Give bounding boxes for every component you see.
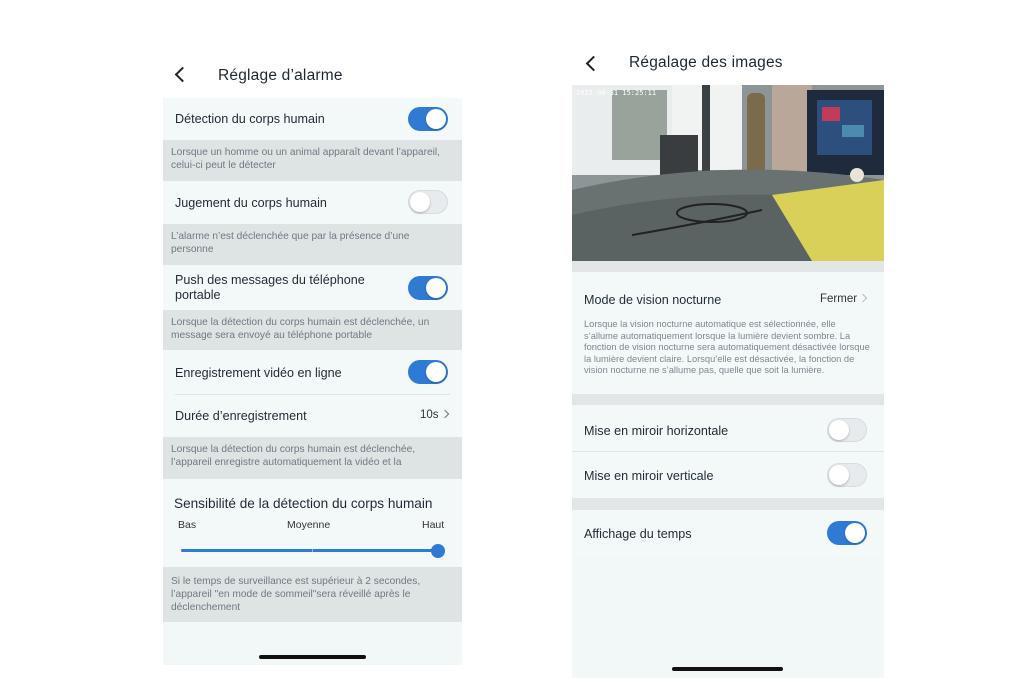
sensitivity-slider[interactable] (181, 544, 445, 558)
sensitivity-title: Sensibilité de la détection du corps humain (174, 496, 433, 511)
human-judgment-description-text: L’alarme n’est déclenchée que par la présence d’une personne (171, 231, 410, 255)
human-detection-label: Détection du corps humain (175, 112, 325, 126)
human-judgment-toggle[interactable] (408, 190, 448, 214)
section-separator (572, 498, 884, 510)
human-detection-description-text: Lorsque un homme ou un animal apparaît devant l’appareil, celui-ci peut le détecter (171, 147, 441, 171)
recording-duration-value[interactable] (420, 409, 448, 421)
sensitivity-low-label: Bas (178, 519, 197, 531)
camera-preview[interactable] (572, 85, 884, 261)
online-recording-label: Enregistrement vidéo en ligne (175, 366, 342, 380)
toggle-knob (829, 465, 849, 485)
time-display-row (572, 510, 884, 556)
toggle-knob (410, 192, 430, 212)
recording-duration-row[interactable] (163, 395, 462, 437)
toggle-knob (845, 523, 865, 543)
push-messages-description-text: Lorsque la détection du corps humain est déclenchée, un message sera envoyé au téléphone portable (171, 317, 430, 341)
toggle-knob (426, 362, 446, 382)
push-messages-description (163, 310, 462, 350)
camera-timestamp: 2022-08-31 15:25:11 (576, 89, 657, 97)
sensitivity-tick-mid (312, 549, 313, 552)
sensitivity-slider-handle[interactable] (431, 544, 445, 558)
online-recording-row (163, 350, 462, 394)
push-messages-row (163, 265, 462, 310)
night-vision-value[interactable] (820, 293, 866, 305)
human-detection-row (163, 98, 462, 140)
mirror-horizontal-toggle[interactable] (827, 418, 867, 442)
mirror-vertical-toggle[interactable] (827, 463, 867, 487)
mirror-vertical-label: Mise en miroir verticale (584, 469, 714, 483)
night-vision-description (572, 312, 884, 394)
back-chevron-icon[interactable] (175, 67, 191, 83)
push-messages-toggle[interactable] (408, 276, 448, 300)
page-title: Réglage d’alarme (218, 67, 343, 84)
alarm-settings-screen (163, 48, 462, 665)
online-recording-toggle[interactable] (408, 360, 448, 384)
camera-preview-image (572, 85, 884, 261)
toggle-knob (426, 109, 446, 129)
sleep-mode-note-text: Si le temps de surveillance est supérieur à 2 secondes, l’appareil "en mode de sommeil"sera réveillé après le déclenchement (171, 576, 421, 613)
section-separator (572, 394, 884, 405)
chevron-right-icon (440, 410, 448, 418)
night-vision-description-text: Lorsque la vision nocturne automatique est sélectionnée, elle s’allume automatiquement lorsque la lumière devient sombre. La fonction de vision nocturne sera automatiquement désactivée lorsque la lumière devient claire. Lorsqu’elle est désactivée, la fonction de vision nocturne ne s’allume pas, quelle que soit la lumière. (584, 319, 870, 376)
sensitivity-high-label: Haut (422, 519, 445, 531)
human-detection-toggle[interactable] (408, 107, 448, 131)
time-display-label: Affichage du temps (584, 527, 692, 541)
sensitivity-section (163, 479, 462, 567)
human-judgment-label: Jugement du corps humain (175, 196, 327, 210)
night-vision-label: Mode de vision nocturne (584, 293, 722, 307)
home-indicator[interactable] (672, 667, 783, 671)
toggle-knob (426, 278, 446, 298)
home-indicator[interactable] (259, 655, 366, 659)
human-judgment-row (163, 181, 462, 224)
alarm-navbar (163, 48, 462, 98)
sensitivity-slider-fill (181, 549, 438, 552)
recording-duration-label: Durée d’enregistrement (175, 409, 307, 423)
human-detection-description (163, 140, 462, 181)
recording-duration-description (163, 437, 462, 479)
time-display-toggle[interactable] (827, 521, 867, 545)
night-vision-value-text: Fermer (820, 293, 858, 305)
night-vision-row[interactable] (572, 272, 884, 312)
page-title: Régalage des images (629, 54, 783, 71)
human-judgment-description (163, 224, 462, 265)
section-separator (572, 261, 884, 272)
mirror-horizontal-row (572, 405, 884, 451)
mirror-vertical-row (572, 452, 884, 498)
mirror-horizontal-label: Mise en miroir horizontale (584, 424, 729, 438)
sleep-mode-note (163, 567, 462, 622)
image-settings-screen (572, 30, 884, 678)
sensitivity-mid-label: Moyenne (287, 519, 331, 531)
recording-duration-value-text: 10s (420, 409, 439, 421)
image-navbar (572, 30, 884, 85)
toggle-knob (829, 420, 849, 440)
chevron-right-icon (859, 294, 867, 302)
push-messages-label: Push des messages du téléphone portable (175, 273, 365, 302)
back-chevron-icon[interactable] (586, 56, 602, 72)
recording-duration-description-text: Lorsque la détection du corps humain est déclenchée, l’appareil enregistre automatiquement la vidéo et la (171, 444, 416, 468)
